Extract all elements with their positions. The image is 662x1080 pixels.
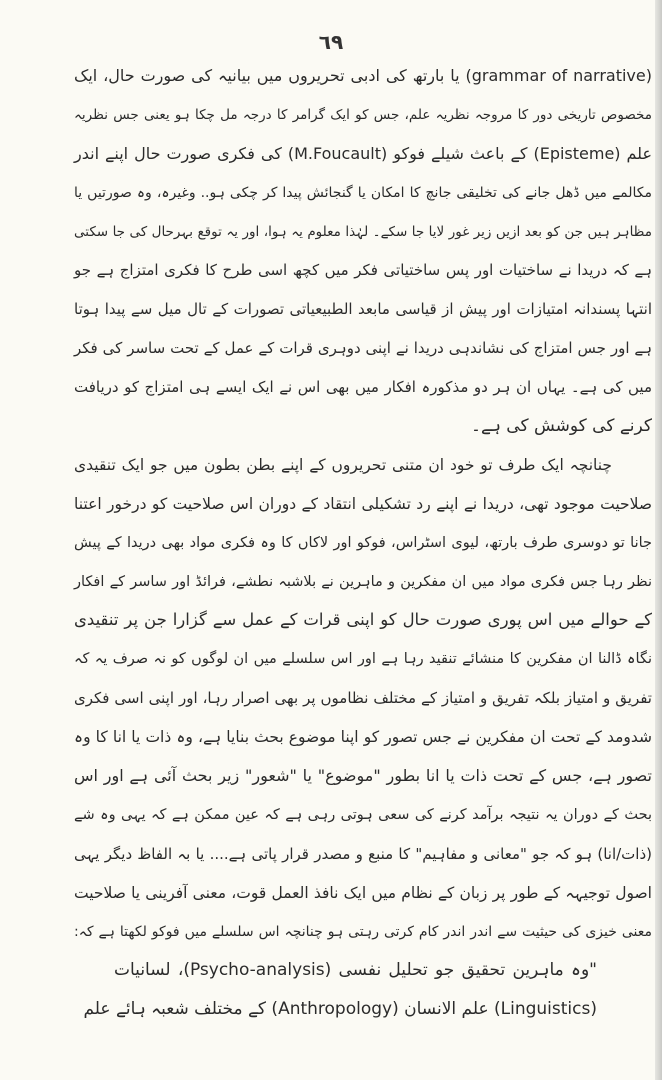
text-line: مظاہر ہیں جن کو بعد ازیں زیر غور لایا جا سکے۔ لہٰذا معلوم یہ ہوا، اور یہ توقع بہرحال کی جا سکتی — [74, 223, 652, 240]
text-line: صلاحیت موجود تھی، دریدا نے اپنے رد تشکیلی انتقاد کے دوران اس صلاحیت کو درخور اعتنا — [74, 494, 652, 513]
text-line: (grammar of narrative) یا بارتھ کی ادبی تحریروں میں بیانیہ کی صورت حال، ایک — [74, 66, 652, 85]
text-line: علم (Episteme) کے باعث شیلے فوکو (M.Foucault) کی فکری صورت حال اپنے اندر — [74, 143, 653, 163]
text-line: ہے اور جس امتزاج کی نشاندہی دریدا نے اپنی دوہری قرات کے عمل کے تحت ساسر کی فکر — [74, 339, 652, 358]
page-edge — [655, 0, 662, 1080]
text-line: چنانچہ ایک طرف تو خود ان متنی تحریروں کے اپنے بطن بطون میں جو ایک تنقیدی — [74, 455, 612, 474]
block-quote — [74, 951, 652, 1029]
paragraph-1 — [74, 57, 652, 446]
text-line: تفریق و امتیاز بلکہ تفریق و امتیاز کے مختلف نظاموں پر بھی اصرار رہا، اور اپنی اسی فکری — [74, 689, 652, 708]
text-line: نظر رہا جس فکری مواد میں ان مفکرین و ماہرین نے بلاشبہ نطشے، فرائڈ اور ساسر کے افکار — [74, 573, 652, 590]
text-line: کرنے کی کوشش کی ہے۔ — [471, 416, 652, 437]
text-line: تصور ہے، جس کے تحت ذات یا انا بطور "موضوع" یا "شعور" زیر بحث آئی ہے اور اس — [74, 766, 652, 786]
text-line: اصول توجیہہ کے طور پر زبان کے نظام میں ایک نافذ العمل قوت، معنی آفرینی یا صلاحیت — [74, 883, 652, 902]
paragraph-2 — [74, 446, 652, 952]
text-line: مکالمے میں ڈھل جانے کی تخلیقی جانچ کا امکان یا گنجائش پیدا کر چکی ہو.. وغیرہ، وہ صورتیں یا — [74, 184, 652, 201]
quote-line: (Linguistics) علم الانسان (Anthropology) کے مختلف شعبہ ہائے علم — [83, 999, 597, 1020]
text-line: ہے کہ دریدا نے ساختیات اور پس ساختیاتی فکر میں کچھ اسی طرح کا فکری امتزاج ہے جو — [74, 261, 652, 280]
text-line: میں کی ہے۔ یہاں ان ہر دو مذکورہ افکار میں بھی اس نے ایک ایسے ہی امتزاج کو دریافت — [74, 378, 652, 397]
text-line: (ذات/انا) ہو کہ جو "معانی و مفاہیم" کا منبع و مصدر قرار پاتی ہے.... یا بہ الفاظ دیگر یہی — [74, 844, 652, 863]
page-body — [74, 57, 652, 1029]
text-line: بحث کے دوران یہ نتیجہ برآمد کرنے کی سعی ہوتی رہی ہے کہ عین ممکن ہے کہ یہی وہ شے — [74, 806, 652, 823]
quote-line: "وہ ماہرین تحقیق جو تحلیل نفسی (Psycho-analysis)، لسانیات — [114, 960, 597, 981]
text-line: کے حوالے میں اس پوری صورت حال کو اپنی قرات کے عمل سے گزارا جن پر تنقیدی — [74, 610, 652, 630]
text-line: نگاہ ڈالنا ان مفکرین کا منشائے تنقید رہا ہے اور اس سلسلے میں ان لوگوں کو نہ صرف یہ کہ — [74, 651, 652, 668]
text-line: شدومد کے تحت ان مفکرین نے جس تصور کو اپنا موضوع بحث بنایا ہے، وہ ذات یا انا کا وہ — [74, 728, 652, 747]
text-line: انتہا پسندانہ امتیازات اور پیش از قیاسی مابعد الطبیعیاتی تصورات کے تال میل سے پیدا ہوتا — [74, 300, 652, 319]
page-number: ٦٩ — [318, 30, 344, 54]
text-line: جانا تو دوسری طرف بارتھ، لیوی اسٹراس، فوکو اور لاکاں کا وہ فکری مواد بھی دریدا کے پیش — [74, 534, 652, 551]
text-line: مخصوص تاریخی دور کا مروجہ نظریہ علم، جس کو ایک گرامر کا درجہ مل چکا ہو یعنی جس نظریہ — [74, 106, 652, 123]
text-line: معنی خیزی کی حیثیت سے اندر اندر کام کرتی رہتی ہو چنانچہ اس سلسلے میں فوکو لکھتا ہے کہ: — [74, 923, 652, 940]
